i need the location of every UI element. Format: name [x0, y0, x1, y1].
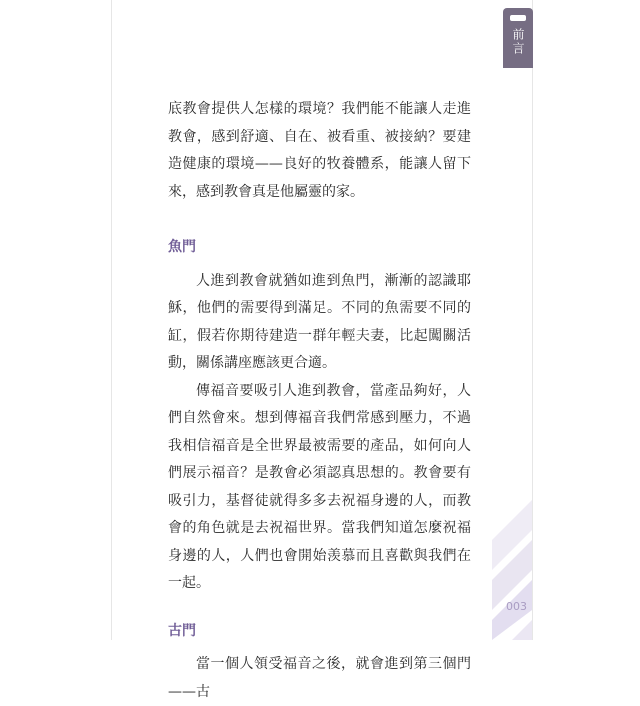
page-content: [168, 96, 471, 706]
section-heading-old-gate: 古門: [168, 622, 196, 639]
corner-stripes-decoration: [492, 500, 532, 640]
chapter-tab-label: 前言: [511, 28, 525, 56]
paragraph: 當一個人領受福音之後，就會進到第三個門——古: [168, 656, 471, 700]
paragraph: 人進到教會就猶如進到魚門，漸漸的認識耶穌，他們的需要得到滿足。不同的魚需要不同的缸，假若你期待建造一群年輕夫妻，比起闖關活動，關係講座應該更合適。: [168, 272, 471, 371]
paragraph: 傳福音要吸引人進到教會，當產品夠好，人們自然會來。想到傳福音我們常感到壓力，不過我相信福音是全世界最被需要的產品，如何向人們展示福音？是教會必須認真思想的。教會要有吸引力，基督徒就得多多去祝福身邊的人，而教會的角色就是去祝福世界。當我們知道怎麼祝福身邊的人，人們也會開始羡慕而且喜歡與我們在一起。: [168, 382, 471, 591]
page-number: 003: [506, 600, 527, 613]
chapter-tab: [503, 8, 533, 68]
tab-notch: [510, 15, 526, 21]
intro-paragraph: 底教會提供人怎樣的環境？我們能不能讓人走進教會，感到舒適、自在、被看重、被接納？要建造健康的環境——良好的牧養體系，能讓人留下來，感到教會真是他屬靈的家。: [168, 101, 471, 200]
section-heading-fish-gate: 魚門: [168, 239, 196, 255]
